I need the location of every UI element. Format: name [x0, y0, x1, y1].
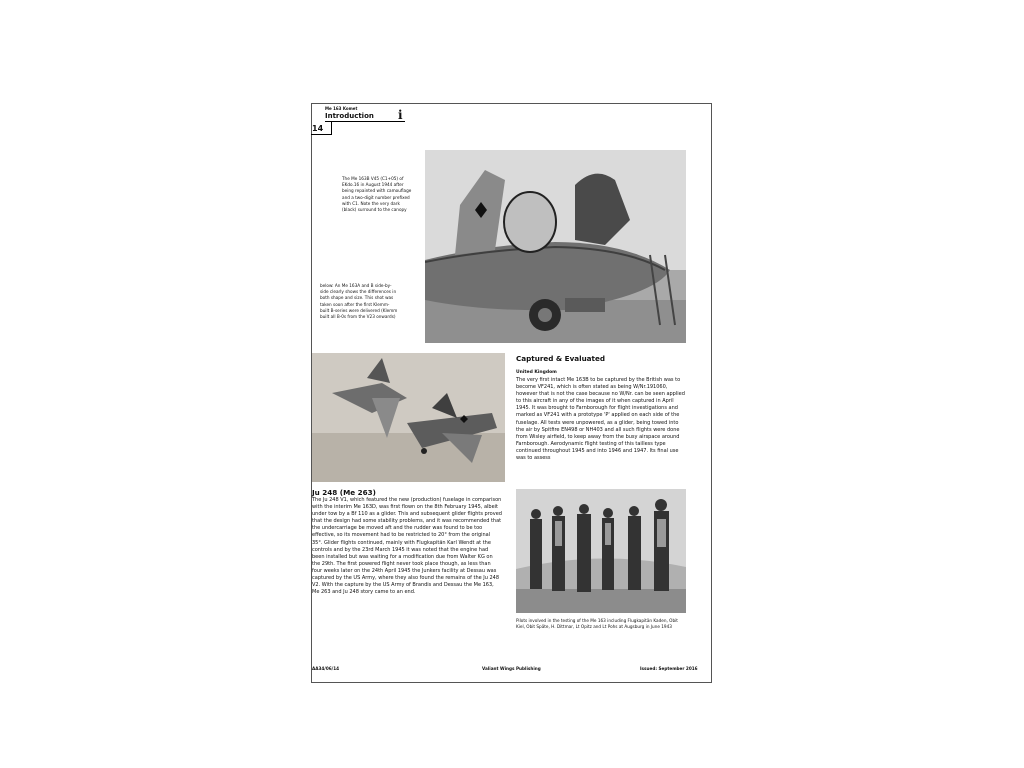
captured-heading: Captured & Evaluated: [516, 354, 605, 363]
pilots-caption: Pilots involved in the testing of the Me 163 including Flugkapitän Kaden, Obit Kiel, Obit Späte, H. Dittmar, Lt Opitz and Lt Pohs at Augsburg in June 1943: [516, 618, 678, 630]
series-label: Me 163 Komet: [325, 106, 358, 111]
footer-right: Issued: September 2016: [640, 666, 698, 671]
ju248-heading: Ju 248 (Me 263): [312, 488, 376, 497]
photo-me163b-v45: [425, 150, 686, 343]
footer-center: Valiant Wings Publishing: [482, 666, 541, 671]
top-photo-caption: The Me 163B V45 (C1+05) of EKdo.16 in August 1944 after being repainted with camouflage and a two-digit number prefixed with C1. Note the very dark (black) surround to the canopy: [342, 176, 412, 213]
side-by-side-caption: below: An Me 163A and B side-by-side clearly shows the differences in both shape and size. This shot was taken soon after the first Klemm-built B-series were delivered (Klemm built all B-0s from the V23 onwards): [320, 283, 398, 320]
page-number: 14: [312, 124, 324, 133]
info-icon: i: [398, 108, 403, 122]
section-title: Introduction: [325, 112, 374, 120]
header-rule: [325, 121, 405, 122]
footer-left: AA34/06/14: [312, 666, 340, 671]
captured-body: The very first intact Me 163B to be captured by the British was to become VF241, which is often stated as being W/Nr.191060, however that is not the case because no W/Nr. can be seen applied to this aircraft in any of the images of it when captured in April 1945. It was brought to Farnborough for flight investigations and marked as VF241 with a prototype 'P' applied on each side of the fuselage. All tests were unpowered, as a glider, being towed into the air by Spitfire EN498 or NH403 and all such flights were done from Wisley airfield, to keep away from the busy airspace around Farnborough. Aerodynamic flight testing of this tailless type continued throughout 1945 and into 1946 and 1947. Its final use was to assess: [516, 377, 685, 462]
photo-me163a-and-b: [312, 353, 505, 482]
ju248-body: The Ju 248 V1, which featured the new (production) fuselage in comparison with the interim Me 163D, was first flown on the 8th February 1945, albeit under tow by a Bf 110 as a glider. This and subsequent glider flights proved that the design had some stability problems, and it was recommended that the undercarriage be moved aft and the rudder was found to be too effective, so its movement had to be restricted to 20° from the original 35°. Glider flights continued, mainly with Flugkapitän Karl Wendt at the controls and by the 23rd March 1945 it was noted that the engine had been installed but was waiting for a modification due from Walter KG on the 29th. The first powered flight never took place though, as less than four weeks later on the 24th April 1945 the Junkers facility at Dessau was captured by the US Army, where they also found the remains of the Ju 248 V2. With the capture by the US Army of Brandis and Dessau the Me 163, Me 263 and Ju 248 story came to an end.: [312, 497, 502, 596]
photo-test-pilots: [516, 489, 686, 613]
captured-subheading: United Kingdom: [516, 370, 557, 375]
